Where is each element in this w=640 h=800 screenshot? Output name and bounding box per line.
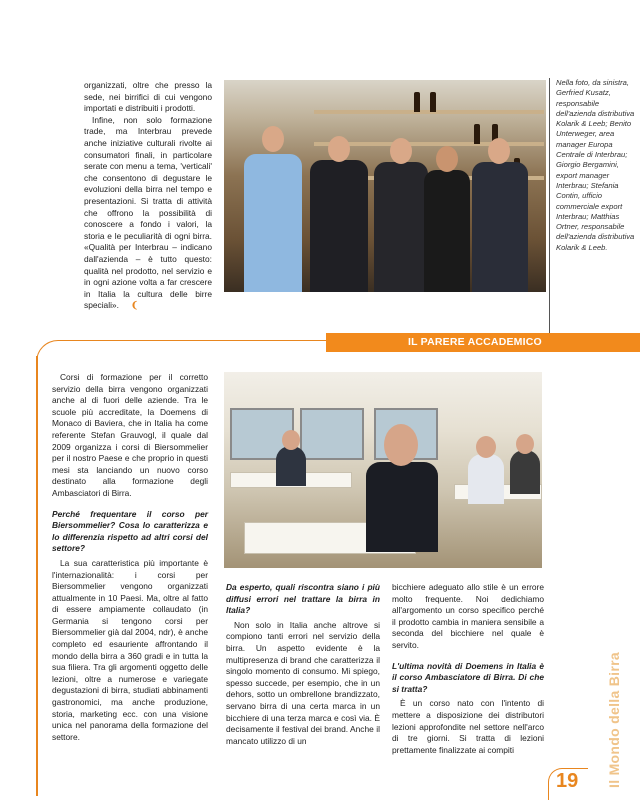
interview-question: Da esperto, quali riscontra siano i più diffusi errori nel trattare la birra in Italia? [226, 582, 380, 616]
caption-divider [549, 78, 550, 333]
article-column-middle [226, 582, 380, 747]
section-frame [36, 340, 336, 364]
paragraph: organizzati, oltre che presso la sede, nei birrifici di cui vengono importati e distribuiti i prodotti. [84, 80, 212, 114]
interview-question: Perché frequentare il corso per Biersommelier? Cosa lo caratterizza e lo differenzia rispetto ad altri corsi del settore? [52, 508, 208, 554]
section-frame-left [36, 356, 38, 796]
paragraph: La sua caratteristica più importante è l'internazionalità: i corsi per Biersommelier vengono organizzati attualmente in 10 Paesi. Ma, oltre al fatto di essere ampiamente collaudato (in Germania si tengono corsi per Biersommelier già dal 2004, ndr), è anche completo ed esauriente affrontando il mondo della birra a 360 gradi e in tutta la sua filiera. Tra gli argomenti oggetto delle lezioni, oltre a numerose e variegate degustazioni di birra, studiati abbinamenti gastronomici, ma anche produzione, storia, marketing ecc. con una visione unica nel panorama della formazione del settore. [52, 557, 208, 742]
article-column-right [392, 582, 544, 756]
photo-biersommelier-course [224, 372, 542, 568]
paragraph: Non solo in Italia anche altrove si compiono tanti errori nel servizio della birra. Un aspetto evidente è la multipresenza di brand che caratterizza il singolo momento di consumo. Mi spiego, spesso succede, per esempio, che in un dehors, sotto un ombrellone brandizzato, servano birra di una certa marca in un bicchiere di una terza marca e così via. È decisamente il festival dei brand. Anche il mancato utilizzo di un [226, 619, 380, 746]
article-column-left [52, 372, 208, 743]
photo-caption: Nella foto, da sinistra, Gerfried Kusatz, responsabile dell'azienda distributiva Kolarik & Leeb; Benito Unterweger, area manager Europa Centrale di Interbrau; Giorgio Bergamini, export manager Interbrau; Stefania Contin, ufficio commerciale export Interbrau; Matthias Ortner, responsabile dell'azienda distributiva Kolarik & Leeb. [556, 78, 635, 252]
paragraph: Infine, non solo formazione trade, ma Interbrau prevede anche iniziative culturali rivolte ai consumatori finali, in particolare serate con menu a tema, 'verticali' che consentono di degustare le evoluzioni della birra nel tempo e presentazioni. Si tratta di attività che offrono la possibilità di conoscere a fondo i valori, la storia e le peculiarità di ogni birra. «Qualità per Interbrau – indicano dall'azienda – è tutto questo: qualità nel prodotto, nel servizio e in ogni azione volta a far crescere in Italia la cultura delle birre speciali». ❨ [84, 114, 212, 311]
paragraph: È un corso nato con l'intento di mettere a disposizione dei distributori lezioni approfondite nel settore nell'arco di tre giorni. Si tratta di lezioni prettamente finalizzate ai compiti [392, 698, 544, 755]
section-title: IL PARERE ACCADEMICO [326, 333, 640, 352]
magazine-title: Il Mondo della Birra [606, 652, 622, 788]
interview-question: L'ultima novità di Doemens in Italia è il corso Ambasciatore di Birra. Di che si tratta? [392, 660, 544, 694]
paragraph: Corsi di formazione per il corretto servizio della birra vengono organizzati anche al di fuori delle aziende. Tra le scuole più accreditate, la Doemens di Monaco di Baviera, che in Italia ha come referente Stefan Grauvogl, il quale dal 2009 organizza i corsi di Biersommelier per il nostro Paese e che proprio in questi mesi sta lanciando un nuovo corso destinato alla formazione degli Ambasciatori di Birra. [52, 372, 208, 498]
article-column-top [84, 80, 212, 312]
page-number: 19 [556, 770, 579, 792]
photo-team-interbrau [224, 80, 546, 292]
end-mark-icon: ❨ [130, 300, 139, 311]
paragraph: bicchiere adeguato allo stile è un errore molto frequente. Noi dedichiamo all'argomento un corso specifico perché il prodotto cambia in maniera sensibile a seconda del bicchiere nel quale è servito. [392, 582, 544, 650]
